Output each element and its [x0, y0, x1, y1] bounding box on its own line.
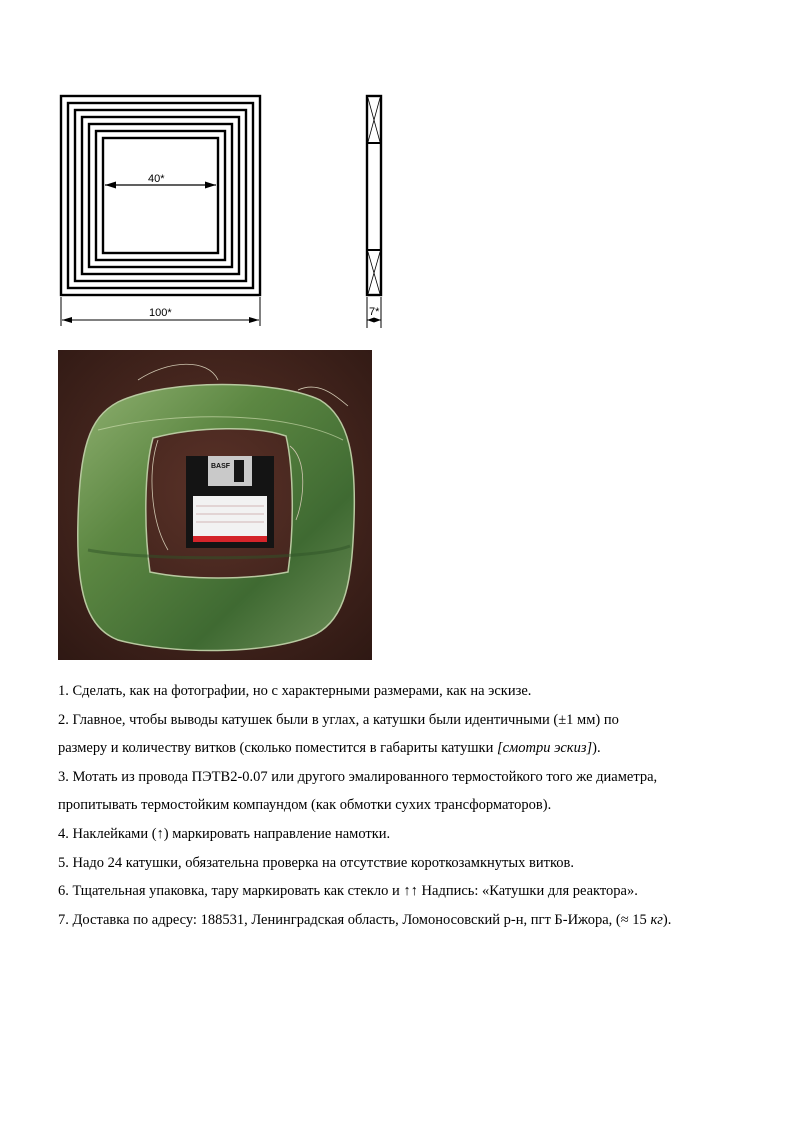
note-1: 1. Сделать, как на фотографии, но с характерными размерами, как на эскизе. [58, 683, 532, 699]
dimension-thickness-label: 7* [369, 306, 380, 318]
note-2-cont: размеру и количеству витков (сколько поместится в габариты катушки [смотри эскиз]). [58, 740, 601, 757]
coil-side-view [367, 96, 381, 295]
note-3-cont: пропитывать термостойким компаундом (как обмотки сухих трансформаторов). [58, 797, 552, 814]
floppy-label: BASF [211, 463, 231, 470]
dimension-inner-label: 40* [148, 173, 165, 185]
floppy-disk [186, 456, 274, 548]
note-3: 3. Мотать из провода ПЭТВ2-0.07 или другого эмалированного термостойкого того же диаметра, [58, 768, 658, 785]
note-4: 4. Наклейками (↑) маркировать направление намотки. [58, 825, 391, 842]
coil-sketch [0, 0, 800, 340]
requirements-list [58, 677, 778, 934]
note-7: 7. Доставка по адресу: 188531, Ленинградская область, Ломоносовский р-н, пгт Б-Ижора, (≈ 15 кг). [58, 911, 672, 928]
note-5: 5. Надо 24 катушки, обязательна проверка на отсутствие короткозамкнутых витков. [58, 854, 574, 871]
note-2: 2. Главное, чтобы выводы катушек были в углах, а катушки были идентичными (±1 мм) по [58, 711, 619, 728]
dimension-outer-label: 100* [149, 307, 172, 319]
coil-photo [58, 350, 372, 660]
coil-front-view [61, 96, 260, 295]
note-6: 6. Тщательная упаковка, тару маркировать как стекло и ↑↑ Надпись: «Катушки для реактора». [58, 883, 638, 900]
